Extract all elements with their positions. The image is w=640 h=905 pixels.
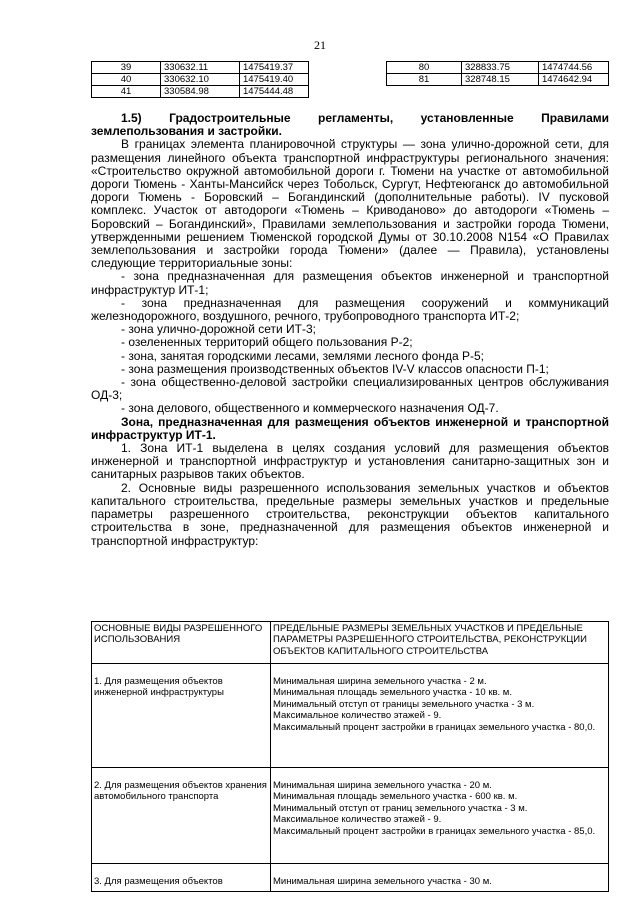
section-heading: 1.5) Градостроительные регламенты, установленные Правилами землепользования и застройки. [91,111,609,139]
coord-y: 1475419.40 [240,74,309,86]
header-limit-parameters: ПРЕДЕЛЬНЫЕ РАЗМЕРЫ ЗЕМЕЛЬНЫХ УЧАСТКОВ И ПРЕДЕЛЬНЫЕ ПАРАМЕТРЫ РАЗРЕШЕННОГО СТРОИТЕЛЬСТВА, РЕКОНСТРУКЦИИ ОБЪЕКТОВ КАПИТАЛЬНОГО СТРОИТЕЛЬСТВА [271,622,609,664]
table-row [92,62,309,74]
use-label: 1. Для размещения объектов инженерной инфраструктуры [94,676,224,699]
param-line: Минимальная ширина земельного участка - 20 м. [273,780,492,791]
params-cell [271,768,609,864]
use-label: 2. Для размещения объектов хранения автомобильного транспорта [94,780,267,803]
params-cell [271,664,609,768]
coord-y: 1475419.37 [240,62,309,74]
param-line: Минимальный отступ от границ земельного участка - 3 м. [273,802,528,814]
zone-list-item: - зона улично-дорожной сети ИТ-3; [121,322,317,337]
param-line: Минимальная площадь земельного участка - 600 кв. м. [273,791,518,803]
header-permitted-uses: ОСНОВНЫЕ ВИДЫ РАЗРЕШЕННОГО ИСПОЛЬЗОВАНИЯ [92,622,271,664]
table-row [92,74,309,86]
point-number: 39 [92,62,161,74]
cell-spacer [94,665,268,676]
zone-list-item: - озелененных территорий общего пользования Р-2; [121,335,413,350]
point-number: 81 [387,74,462,86]
coordinates-table-left [91,61,309,98]
coord-x: 328748.15 [462,74,539,86]
table-row [92,864,609,892]
coord-y: 1475444.48 [240,86,309,98]
intro-paragraph: В границах элемента планировочной структуры — зона улично-дорожной сети, для размещения линейного объекта транспортной инфраструктуры регионального значения: «Строительство окружной автомобильной дороги г. Тюмени на участке от автомобильной дороги Тюмень - Ханты-Мансийск через Тобольск, Сургут, Нефтеюганск до автомобильной дороги Тюмень - Боровский – Богандинский (дополнительные работы). IV пусковой комплекс. Участок от автодороги «Тюмень – Криводаново» до автодороги «Тюмень – Боровский – Богандинский», Правилами землепользования и застройки города Тюмени, утвержденными решением Тюменской городской Думы от 30.10.2008 N154 «О Правилах землепользования и застройки города Тюмени» (далее — Правила), установлены следующие территориальные зоны: [91,137,609,271]
coord-y: 1474744.56 [539,62,609,74]
table-row [92,664,609,768]
param-line: Максимальное количество этажей - 9. [273,814,442,826]
table-row [387,74,609,86]
zone-list-item: - зона предназначенная для размещения объектов инженерной и транспортной инфраструктур ИТ-1; [91,269,609,297]
zone-heading: Зона, предназначенная для размещения объектов инженерной и транспортной инфраструктур ИТ-1. [91,414,609,442]
point-number: 40 [92,74,161,86]
table-row [92,86,309,98]
param-line: Максимальный процент застройки в границах земельного участка - 85,0. [273,825,596,837]
point-number: 41 [92,86,161,98]
cell-spacer [273,665,606,676]
zone-list-item: - зона, занятая городскими лесами, землями лесного фонда Р-5; [121,348,484,363]
page-number: 21 [314,38,326,52]
zone-list-item: - зона предназначенная для размещения сооружений и коммуникаций железнодорожного, воздушного, речного, трубопроводного транспорта ИТ-2; [91,295,609,324]
cell-spacer [94,769,268,780]
param-line: Максимальное количество этажей - 9. [273,710,442,722]
coord-x: 330584.98 [161,86,240,98]
use-cell [92,664,271,768]
params-cell [271,864,609,892]
document-body [91,112,609,548]
paragraph-2: 2. Основные виды разрешенного использования земельных участков и объектов капитального строительства, предельные размеры земельных участков и предельные параметры разрешенного строительства, реконструкции объектов капитального строительства в зоне, предназначенной для размещения объектов инженерной и транспортной инфраструктур: [91,480,609,548]
zone-list-item: - зона делового, общественного и коммерческого назначения ОД-7. [121,401,499,416]
param-line: Минимальная ширина земельного участка - 2 м. [273,676,487,687]
param-line: Минимальная площадь земельного участка - 10 кв. м. [273,687,512,699]
coord-x: 330632.11 [161,62,240,74]
coord-y: 1474642.94 [539,74,609,86]
regulations-table [91,621,609,892]
table-row [387,62,609,74]
zone-list-item: - зона общественно-деловой застройки специализированных центров обслуживания ОД-3; [91,375,609,403]
use-label: 3. Для размещения объектов [94,876,223,887]
param-line: Минимальная ширина земельного участка - 30 м. [273,876,492,887]
zone-list-item: - зона размещения производственных объектов IV-V классов опасности П-1; [121,361,549,376]
coord-x: 328833.75 [462,62,539,74]
cell-spacer [94,865,268,876]
coord-x: 330632.10 [161,74,240,86]
cell-spacer [273,865,606,876]
param-line: Минимальный отступ от границы земельного участка - 3 м. [273,698,535,710]
table-row [92,768,609,864]
use-cell [92,864,271,892]
table-header-row [92,622,609,664]
param-line: Максимальный процент застройки в границах земельного участка - 80,0. [273,721,596,733]
cell-spacer [273,769,606,780]
point-number: 80 [387,62,462,74]
coordinates-table-right [386,61,609,86]
use-cell [92,768,271,864]
paragraph-1: 1. Зона ИТ-1 выделена в целях создания условий для размещения объектов инженерной и транспортной инфраструктур и установления санитарно-защитных зон и санитарных разрывов таких объектов. [91,441,609,482]
